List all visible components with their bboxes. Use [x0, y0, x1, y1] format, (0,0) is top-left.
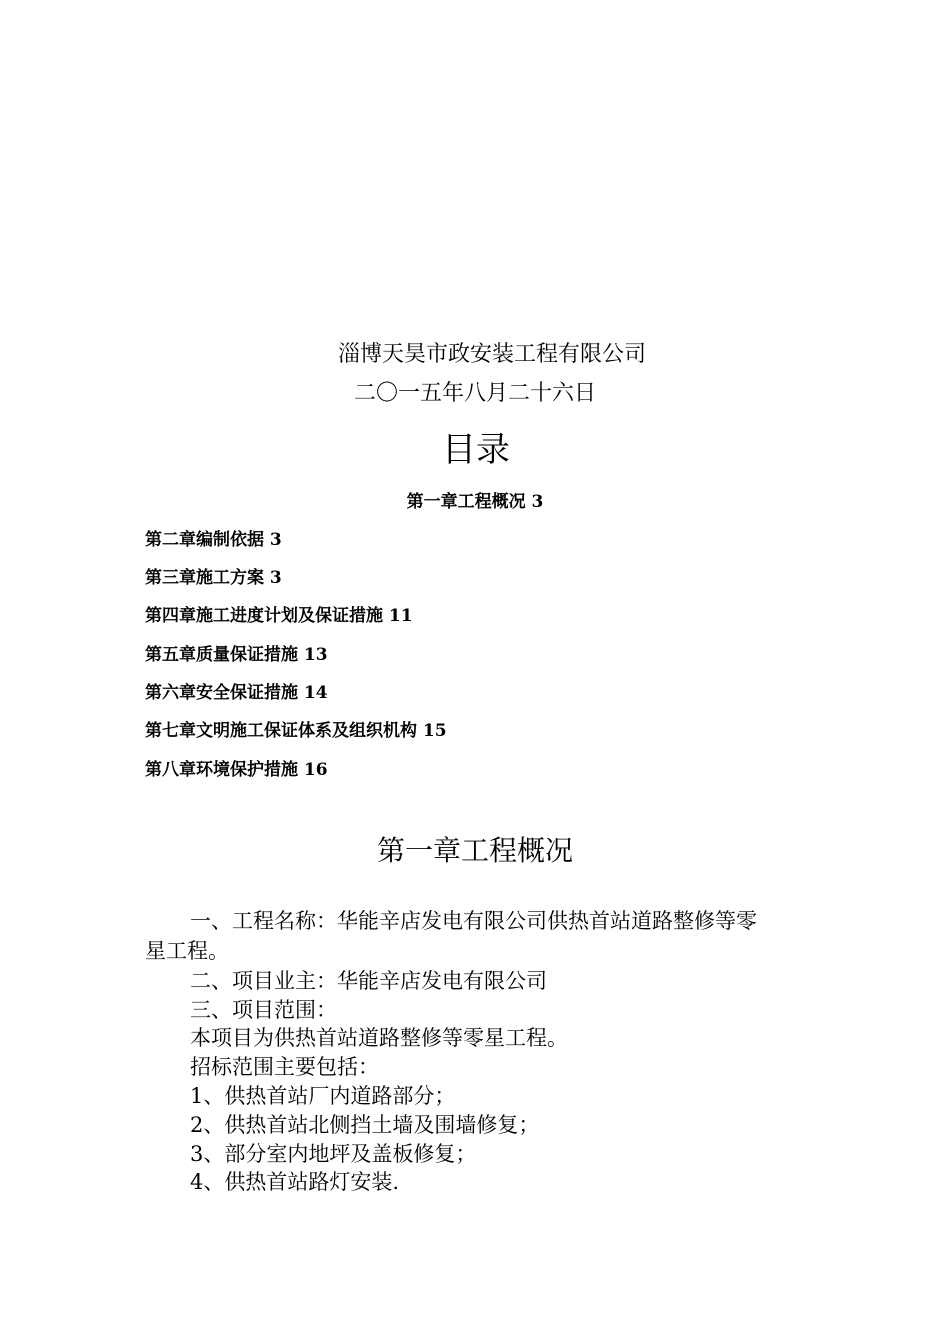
document-date: 二〇一五年八月二十六日: [353, 381, 596, 406]
company-name: 淄博天昊市政安装工程有限公司: [337, 342, 646, 367]
toc-entry-chapter-6[interactable]: 第六章安全保证措施 14: [145, 683, 328, 703]
paragraph-project-name-cont: 星工程。: [145, 939, 229, 963]
toc-title: 目录: [442, 430, 510, 470]
toc-entry-chapter-4[interactable]: 第四章施工进度计划及保证措施 11: [145, 606, 413, 626]
paragraph-project-owner: 二、项目业主：华能辛店发电有限公司: [190, 969, 547, 993]
list-item-scope-3: 3、部分室内地坪及盖板修复；: [190, 1142, 477, 1166]
paragraph-project-name: 一、工程名称：华能辛店发电有限公司供热首站道路整修等零: [190, 909, 757, 933]
paragraph-bid-scope: 招标范围主要包括：: [190, 1055, 379, 1079]
toc-entry-chapter-8[interactable]: 第八章环境保护措施 16: [145, 760, 328, 780]
toc-entry-chapter-2[interactable]: 第二章编制依据 3: [145, 530, 282, 550]
chapter-1-title: 第一章工程概况: [376, 834, 573, 867]
list-item-scope-4: 4、供热首站路灯安装.: [190, 1170, 400, 1194]
toc-entry-chapter-7[interactable]: 第七章文明施工保证体系及组织机构 15: [145, 721, 447, 741]
paragraph-project-description: 本项目为供热首站道路整修等零星工程。: [190, 1026, 568, 1050]
toc-entry-chapter-3[interactable]: 第三章施工方案 3: [145, 568, 282, 588]
paragraph-project-scope-heading: 三、项目范围：: [190, 998, 337, 1022]
toc-entry-chapter-5[interactable]: 第五章质量保证措施 13: [145, 645, 328, 665]
list-item-scope-1: 1、供热首站厂内道路部分；: [190, 1084, 456, 1108]
list-item-scope-2: 2、供热首站北侧挡土墙及围墙修复；: [190, 1113, 540, 1137]
toc-entry-chapter-1[interactable]: 第一章工程概况 3: [406, 492, 544, 512]
